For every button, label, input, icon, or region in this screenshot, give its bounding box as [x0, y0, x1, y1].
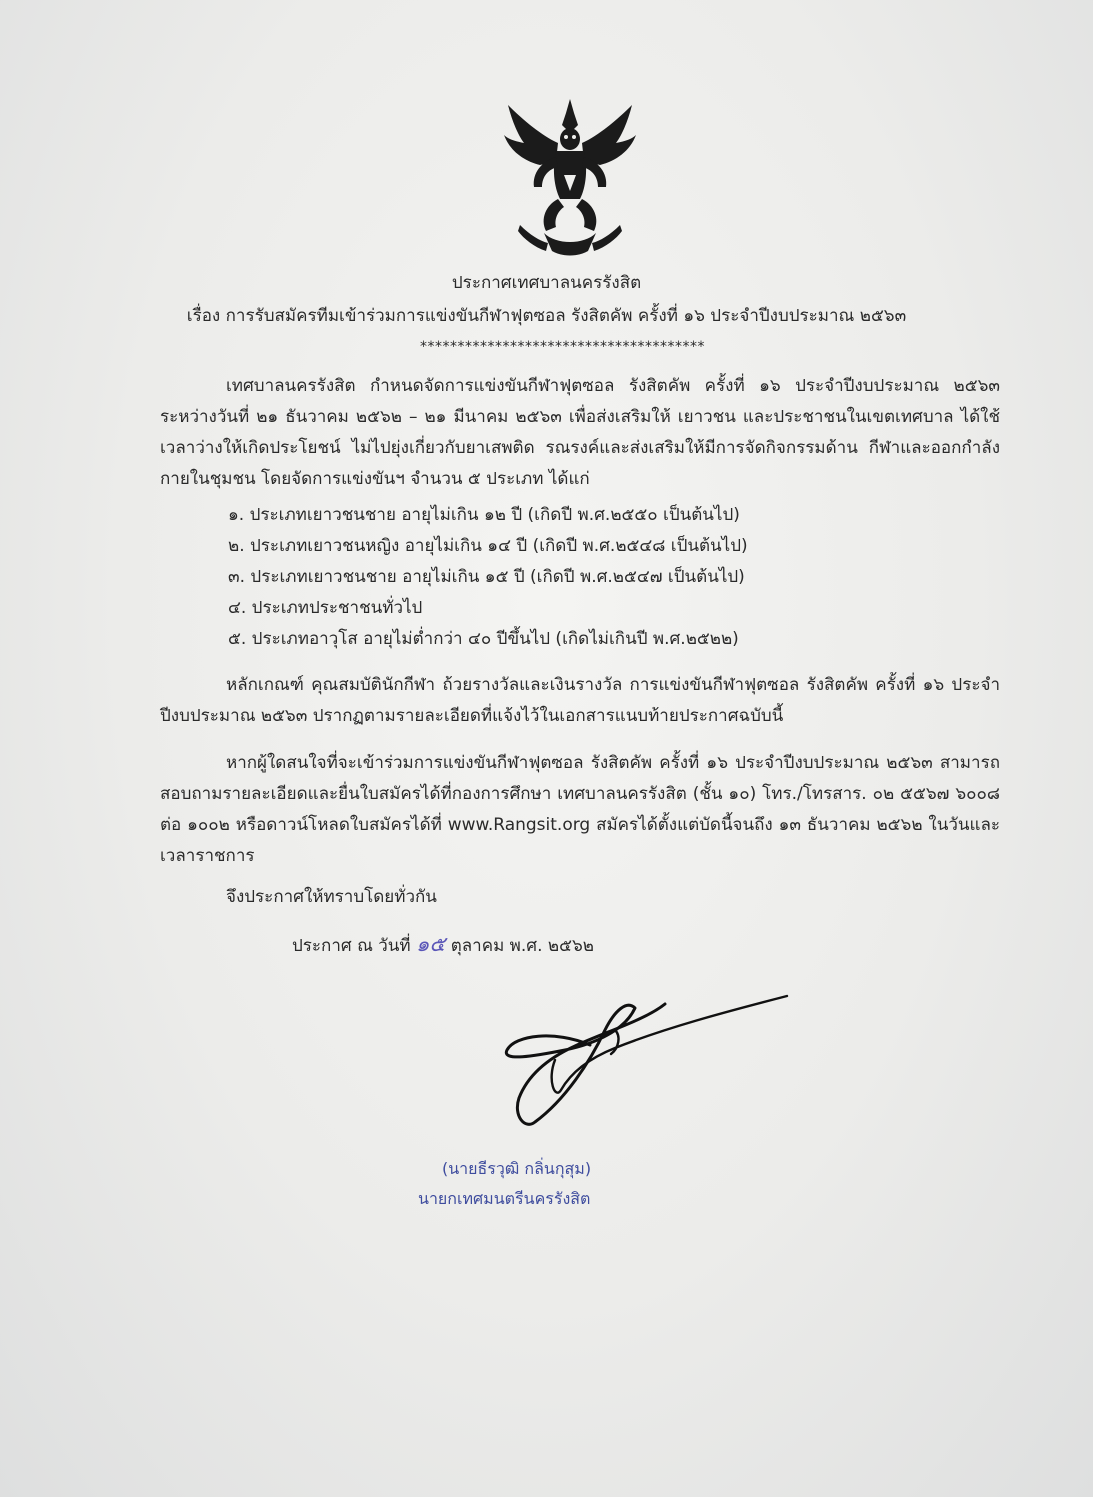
contact-paragraph: หากผู้ใดสนใจที่จะเข้าร่วมการแข่งขันกีฬาฟุตซอล รังสิตคัพ ครั้งที่ ๑๖ ประจำปีงบประมาณ ๒๕๖๓ สามารถสอบถามรายละเอียดและยื่นใบสมัครได้ที่กองการศึกษา เทศบาลนครรังสิต (ชั้น ๑๐) โทร./โทรสาร. ๐๒ ๕๕๖๗ ๖๐๐๘ ต่อ ๑๐๐๒ หรือดาวน์โหลดใบสมัครได้ที่ www.Rangsit.org สมัครได้ตั้งแต่บัดนี้จนถึง ๑๓ ธันวาคม ๒๕๖๒ ในวันและเวลาราชการ — [160, 753, 1000, 866]
signatory-position: นายกเทศมนตรีนครรังสิต — [418, 1189, 591, 1208]
category-item-4: ๔. ประเภทประชาชนทั่วไป — [228, 598, 423, 618]
dateline-prefix: ประกาศ ณ วันที่ — [292, 936, 411, 956]
announce-line: จึงประกาศให้ทราบโดยทั่วกัน — [226, 887, 437, 907]
announcement-subject: เรื่อง การรับสมัครทีมเข้าร่วมการแข่งขันกีฬาฟุตซอล รังสิตคัพ ครั้งที่ ๑๖ ประจำปีงบประมาณ ๒๕๖๓ — [186, 306, 907, 326]
garuda-emblem-icon — [500, 95, 640, 257]
announcement-title: ประกาศเทศบาลนครรังสิต — [451, 273, 642, 293]
dateline-month-year: ตุลาคม พ.ศ. ๒๕๖๒ — [450, 936, 594, 956]
intro-paragraph: เทศบาลนครรังสิต กำหนดจัดการแข่งขันกีฬาฟุตซอล รังสิตคัพ ครั้งที่ ๑๖ ประจำปีงบประมาณ ๒๕๖๓ ระหว่างวันที่ ๒๑ ธันวาคม ๒๕๖๒ – ๒๑ มีนาคม ๒๕๖๓ เพื่อส่งเสริมให้ เยาวชน และประชาชนในเขตเทศบาล ได้ใช้เวลาว่างให้เกิดประโยชน์ ไม่ไปยุ่งเกี่ยวกับยาเสพติด รณรงค์และส่งเสริมให้มีการจัดกิจกรรมด้าน กีฬาและออกกำลังกายในชุมชน โดยจัดการแข่งขันฯ จำนวน ๕ ประเภท ได้แก่ — [160, 376, 1000, 489]
signature-icon — [495, 990, 795, 1130]
dateline — [292, 929, 594, 962]
category-item-1: ๑. ประเภทเยาวชนชาย อายุไม่เกิน ๑๒ ปี (เกิดปี พ.ศ.๒๕๕๐ เป็นต้นไป) — [228, 505, 740, 525]
category-item-5: ๕. ประเภทอาวุโส อายุไม่ต่ำกว่า ๔๐ ปีขึ้นไป (เกิดไม่เกินปี พ.ศ.๒๕๒๒) — [228, 629, 739, 649]
category-item-2: ๒. ประเภทเยาวชนหญิง อายุไม่เกิน ๑๔ ปี (เกิดปี พ.ศ.๒๕๔๘ เป็นต้นไป) — [228, 536, 748, 556]
signatory-name: (นายธีรวุฒิ กลิ่นกุสุม) — [442, 1159, 592, 1178]
dateline-day: ๑๕ — [416, 932, 446, 956]
separator-stars: ************************************** — [420, 339, 705, 355]
criteria-paragraph: หลักเกณฑ์ คุณสมบัตินักกีฬา ถ้วยรางวัลและเงินรางวัล การแข่งขันกีฬาฟุตซอล รังสิตคัพ ครั้งที่ ๑๖ ประจำปีงบประมาณ ๒๕๖๓ ปรากฏตามรายละเอียดที่แจ้งไว้ในเอกสารแนบท้ายประกาศฉบับนี้ — [160, 675, 1000, 726]
category-item-3: ๓. ประเภทเยาวชนชาย อายุไม่เกิน ๑๕ ปี (เกิดปี พ.ศ.๒๕๔๗ เป็นต้นไป) — [228, 567, 745, 587]
